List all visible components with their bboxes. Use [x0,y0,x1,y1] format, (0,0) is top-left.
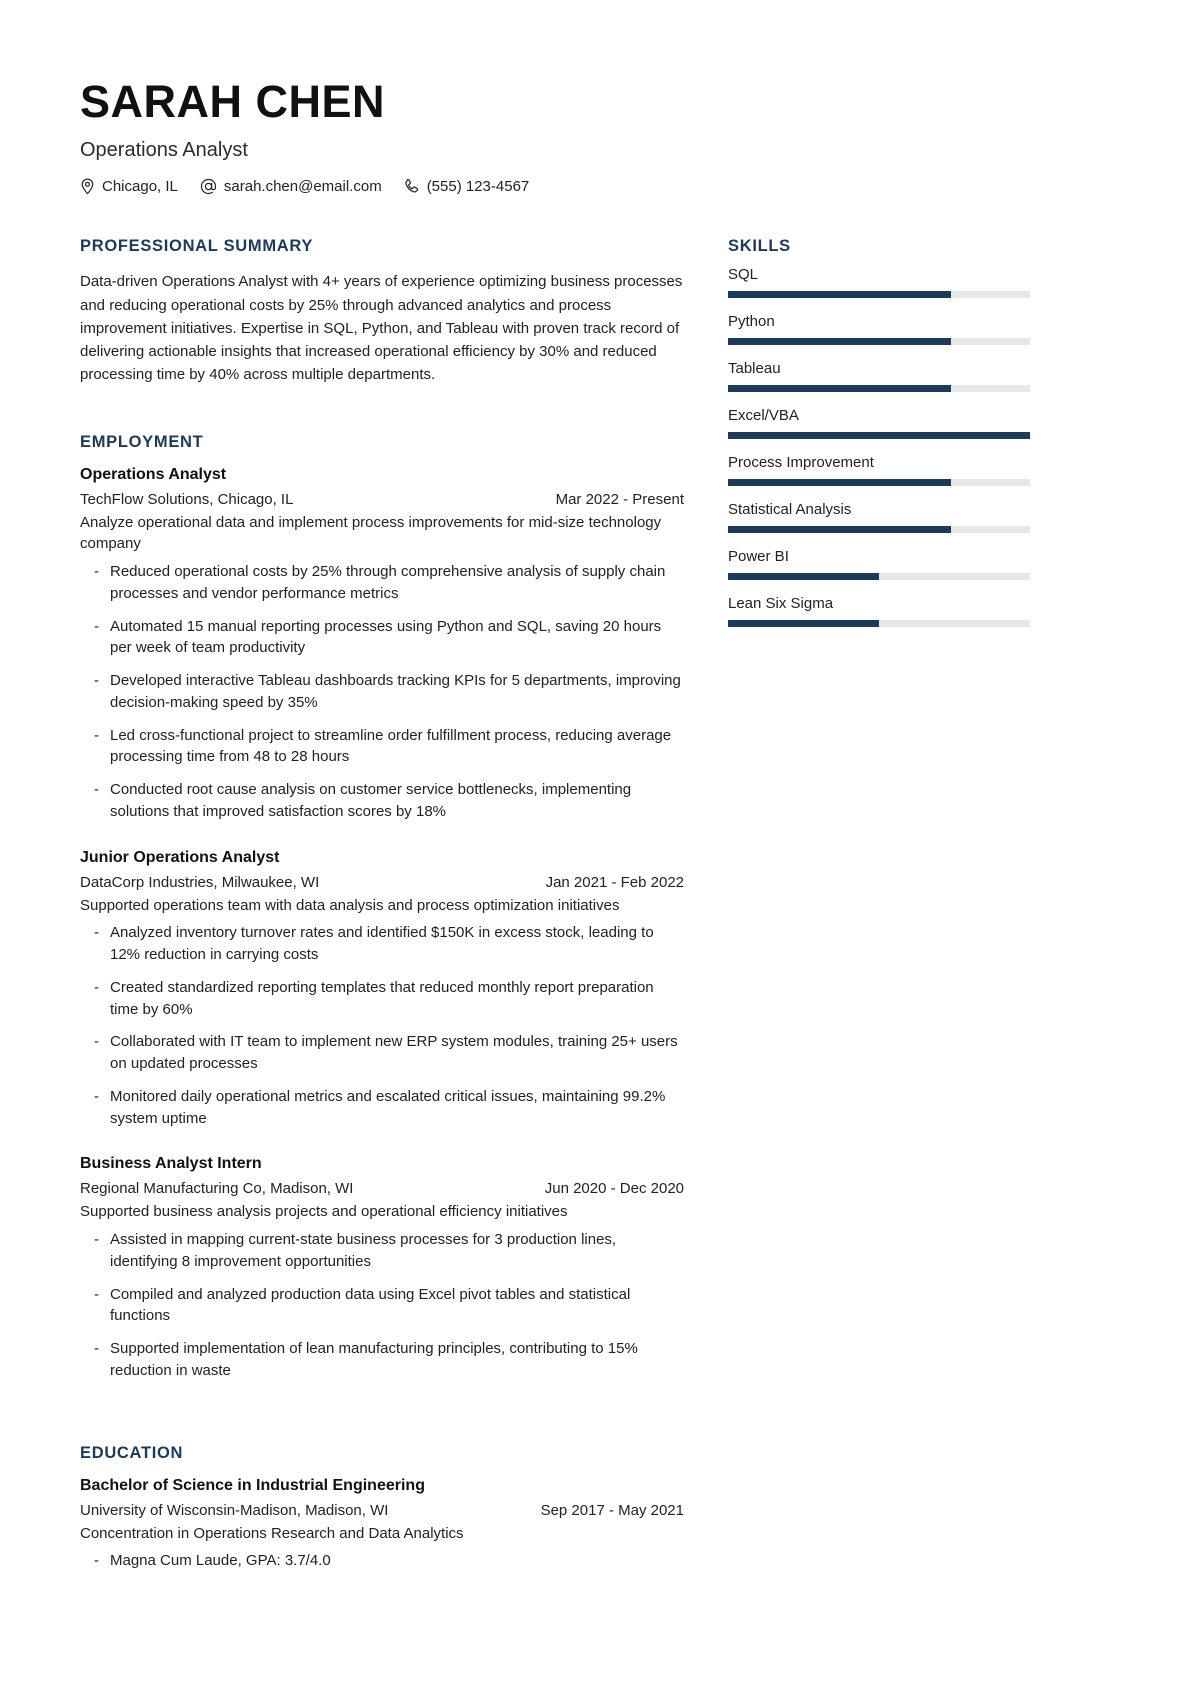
skill-level-bar [728,338,1030,345]
entry-bullet: - Supported implementation of lean manufacturing principles, contributing to 15% reduction in waste [80,1338,684,1382]
skill-level-fill [728,432,1030,439]
skill-name: SQL [728,266,759,284]
skill-level-bar [728,526,1030,533]
skill-name: Tableau [728,360,781,378]
entry-dates: Jun 2020 - Dec 2020 [544,1180,684,1198]
main-column [80,237,684,1572]
entry-meta [80,491,684,508]
skill-level-bar [728,291,1030,298]
entry-bullet: - Analyzed inventory turnover rates and identified $150K in excess stock, leading to 12% reduction in carrying costs [80,922,684,966]
skill-item [728,595,1030,627]
entry-bullet: - Monitored daily operational metrics and escalated critical issues, maintaining 99.2% system uptime [80,1086,684,1130]
section-title-employment: EMPLOYMENT [80,432,204,451]
employment-list [80,466,684,1382]
skill-item [728,548,1030,580]
entry-bullet: - Developed interactive Tableau dashboards tracking KPIs for 5 departments, improving decision-making speed by 35% [80,670,684,714]
skill-level-fill [728,291,951,298]
skill-level-bar [728,573,1030,580]
skill-level-fill [728,526,951,533]
skills-list [728,266,1030,627]
employment-entry [80,849,684,1130]
entry-organization: TechFlow Solutions, Chicago, IL [80,490,294,508]
skill-level-fill [728,620,879,627]
section-education [80,1444,684,1573]
entry-bullet: - Magna Cum Laude, GPA: 3.7/4.0 [80,1550,684,1572]
entry-title: Junior Operations Analyst [80,848,280,866]
skill-level-fill [728,385,951,392]
entry-dates: Mar 2022 - Present [555,490,684,508]
section-professional-summary [80,237,684,386]
skill-level-bar [728,479,1030,486]
contact-email[interactable] [200,178,382,195]
entry-description: Analyze operational data and implement process improvements for mid-size technology company [80,513,662,553]
entry-bullet: - Reduced operational costs by 25% through comprehensive analysis of supply chain processes and vendor performance metrics [80,561,684,605]
candidate-name: SARAH CHEN [80,76,386,127]
entry-meta [80,874,684,891]
resume-body [80,237,1120,1572]
contact-location [80,178,178,195]
section-skills [728,237,1030,627]
education-list [80,1477,684,1573]
resume-header [80,78,1120,195]
entry-meta [80,1502,684,1519]
skill-level-bar [728,620,1030,627]
entry-organization: Regional Manufacturing Co, Madison, WI [80,1180,354,1198]
summary-text: Data-driven Operations Analyst with 4+ years of experience optimizing business processes and reducing operational costs by 25% through advanced analytics and process improvement initiatives. Expertise in SQL, Python, and Tableau with proven track record of delivering actionable insights that increased operational efficiency by 30% and reduced processing time by 40% across multiple departments. [80,273,683,384]
skill-name: Excel/VBA [728,407,799,425]
contact-row [80,178,1120,195]
entry-description: Concentration in Operations Research and Data Analytics [80,1524,464,1542]
entry-bullet-list [80,561,684,823]
skill-name: Process Improvement [728,454,874,472]
education-entry [80,1477,684,1573]
side-column [728,237,1030,642]
entry-organization: DataCorp Industries, Milwaukee, WI [80,873,320,891]
entry-description: Supported business analysis projects and operational efficiency initiatives [80,1203,568,1221]
employment-entry [80,466,684,823]
skill-level-bar [728,432,1030,439]
contact-location-text: Chicago, IL [102,178,178,196]
entry-bullet: - Created standardized reporting templates that reduced monthly report preparation time by 60% [80,977,684,1021]
skill-level-fill [728,573,879,580]
entry-title: Business Analyst Intern [80,1155,262,1173]
skill-item [728,266,1030,298]
skill-level-fill [728,338,951,345]
entry-description: Supported operations team with data analysis and process optimization initiatives [80,896,620,914]
skill-item [728,407,1030,439]
skill-item [728,454,1030,486]
employment-entry [80,1155,684,1381]
section-employment [80,433,684,1382]
entry-organization: University of Wisconsin-Madison, Madison, WI [80,1501,389,1519]
entry-bullet: - Collaborated with IT team to implement new ERP system modules, training 25+ users on updated processes [80,1031,684,1075]
entry-bullet: - Compiled and analyzed production data using Excel pivot tables and statistical functions [80,1284,684,1328]
entry-meta [80,1180,684,1197]
candidate-headline: Operations Analyst [80,139,248,162]
skill-name: Statistical Analysis [728,501,852,519]
contact-phone-text: (555) 123-4567 [426,178,530,196]
location-pin-icon [80,178,95,195]
entry-bullet: - Assisted in mapping current-state business processes for 3 production lines, identifying 8 improvement opportunities [80,1229,684,1273]
entry-title: Operations Analyst [80,465,227,483]
skill-level-fill [728,479,951,486]
skill-level-bar [728,385,1030,392]
skill-item [728,501,1030,533]
entry-bullet: - Led cross-functional project to streamline order fulfillment process, reducing average processing time from 48 to 28 hours [80,725,684,769]
entry-bullet: - Conducted root cause analysis on customer service bottlenecks, implementing solutions that improved satisfaction scores by 18% [80,779,684,823]
section-title-skills: SKILLS [728,237,791,256]
section-title-education: EDUCATION [80,1443,184,1462]
section-title-summary: PROFESSIONAL SUMMARY [80,237,314,256]
contact-phone[interactable] [404,178,530,195]
phone-icon [404,178,420,195]
skill-item [728,360,1030,392]
skill-name: Python [728,313,775,331]
skill-name: Lean Six Sigma [728,595,834,613]
at-sign-icon [200,178,217,195]
entry-title: Bachelor of Science in Industrial Engineering [80,1476,425,1494]
skill-name: Power BI [728,548,789,566]
entry-bullet: - Automated 15 manual reporting processes using Python and SQL, saving 20 hours per week of team productivity [80,616,684,660]
entry-dates: Jan 2021 - Feb 2022 [545,873,684,891]
contact-email-text: sarah.chen@email.com [223,178,382,196]
skill-item [728,313,1030,345]
entry-bullet-list [80,1550,684,1572]
entry-bullet-list [80,1229,684,1382]
entry-dates: Sep 2017 - May 2021 [540,1501,684,1519]
entry-bullet-list [80,922,684,1129]
